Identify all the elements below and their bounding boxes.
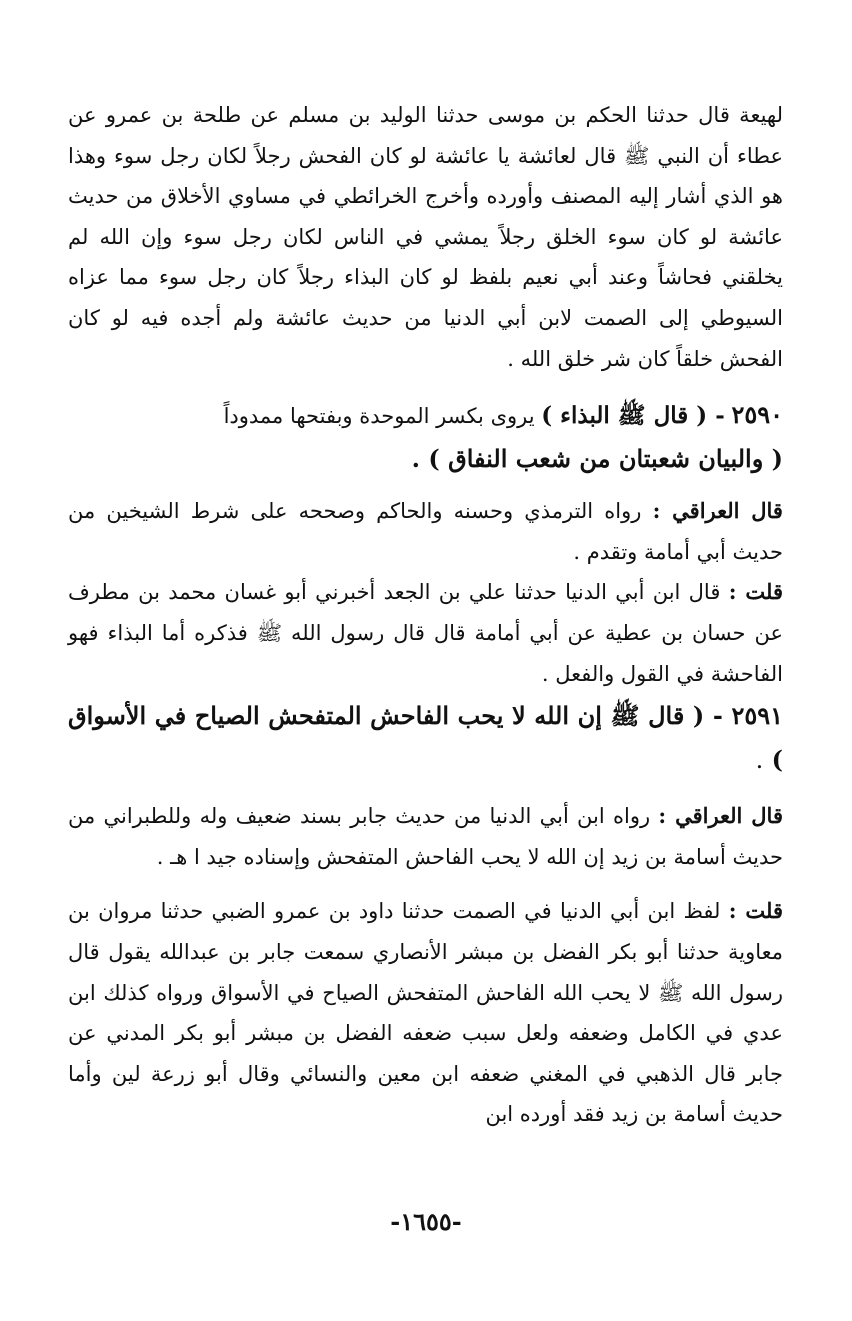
iraqi-comment-1 (68, 491, 783, 572)
hadith-2590-line2: ( والبيان شعبتان من شعب النفاق ) . (411, 444, 783, 474)
hadith-end: . (755, 746, 764, 775)
hadith-number: ٢٥٩١ (731, 701, 783, 731)
hadith-title: - ( قال ﷺ إن الله لا يحب الفاحش المتفحش الصياح في الأسواق ) (68, 701, 783, 775)
qultu-text: لفظ ابن أبي الدنيا في الصمت حدثنا داود بن عمرو الضبي حدثنا مروان بن معاوية حدثنا أبو بكر الفضل بن مبشر الأنصاري سمعت جابر بن عبدالله يقول قال رسول الله ﷺ لا يحب الله الفاحش المتفحش الصياح في الأسواق ورواه كذلك ابن عدي في الكامل وضعفه ولعل سبب ضعفه الفضل بن مبشر أبو بكر المدني عن جابر قال الذهبي في المغني ضعفه ابن معين والنسائي وقال أبو زرعة لين وأما حديث أسامة بن زيد فقد أورده ابن (68, 899, 783, 1127)
iraqi-label: قال العراقي : (658, 803, 783, 829)
qultu-comment-2 (68, 891, 783, 1135)
hadith-title: - ( قال ﷺ البذاء ) (541, 402, 725, 430)
iraqi-label: قال العراقي : (652, 498, 783, 524)
hadith-number: ٢٥٩٠ (731, 400, 783, 430)
paragraph-continuation (68, 95, 783, 379)
hadith-note: يروى بكسر الموحدة وبفتحها ممدوداً (223, 404, 535, 429)
iraqi-comment-2 (68, 796, 783, 877)
paragraph-text: لهيعة قال حدثنا الحكم بن موسى حدثنا الوليد بن مسلم عن طلحة بن عمرو عن عطاء أن النبي ﷺ قال لعائشة يا عائشة لو كان الفحش رجلاً لكان رجل سوء وهذا هو الذي أشار إليه المصنف وأورده وأخرج الخرائطي في مساوي الأخلاق من حديث عائشة لو كان سوء الخلق رجلاً يمشي في الناس لكان رجل سوء وإن الله لم يخلقني فحاشاً وعند أبي نعيم بلفظ لو كان البذاء رجلاً كان رجل سوء مما عزاه السيوطي إلى الصمت لابن أبي الدنيا من حديث عائشة ولم أجده فيه لو كان الفحش خلقاً كان شر خلق الله . (68, 103, 783, 371)
hadith-2591 (68, 694, 783, 782)
page-body (68, 95, 783, 1135)
hadith-2590 (68, 393, 783, 481)
qultu-comment-1 (68, 572, 783, 694)
iraqi-text: رواه ابن أبي الدنيا من حديث جابر بسند ضعيف وله وللطبراني من حديث أسامة بن زيد إن الله لا يحب الفاحش المتفحش وإسناده جيد ا هـ . (68, 804, 783, 869)
iraqi-text: رواه الترمذي وحسنه والحاكم وصححه على شرط الشيخين من حديث أبي أمامة وتقدم . (68, 499, 783, 564)
qultu-label: قلت : (728, 898, 783, 924)
qultu-text: قال ابن أبي الدنيا حدثنا علي بن الجعد أخبرني أبو غسان محمد بن مطرف عن حسان بن عطية عن أبي أمامة قال قال رسول الله ﷺ فذكره أما البذاء فهو الفاحشة في القول والفعل . (68, 580, 783, 686)
qultu-label: قلت : (728, 579, 783, 605)
hadith-2590-line1 (68, 393, 783, 437)
page-number: -١٦٥٥- (390, 1207, 462, 1236)
